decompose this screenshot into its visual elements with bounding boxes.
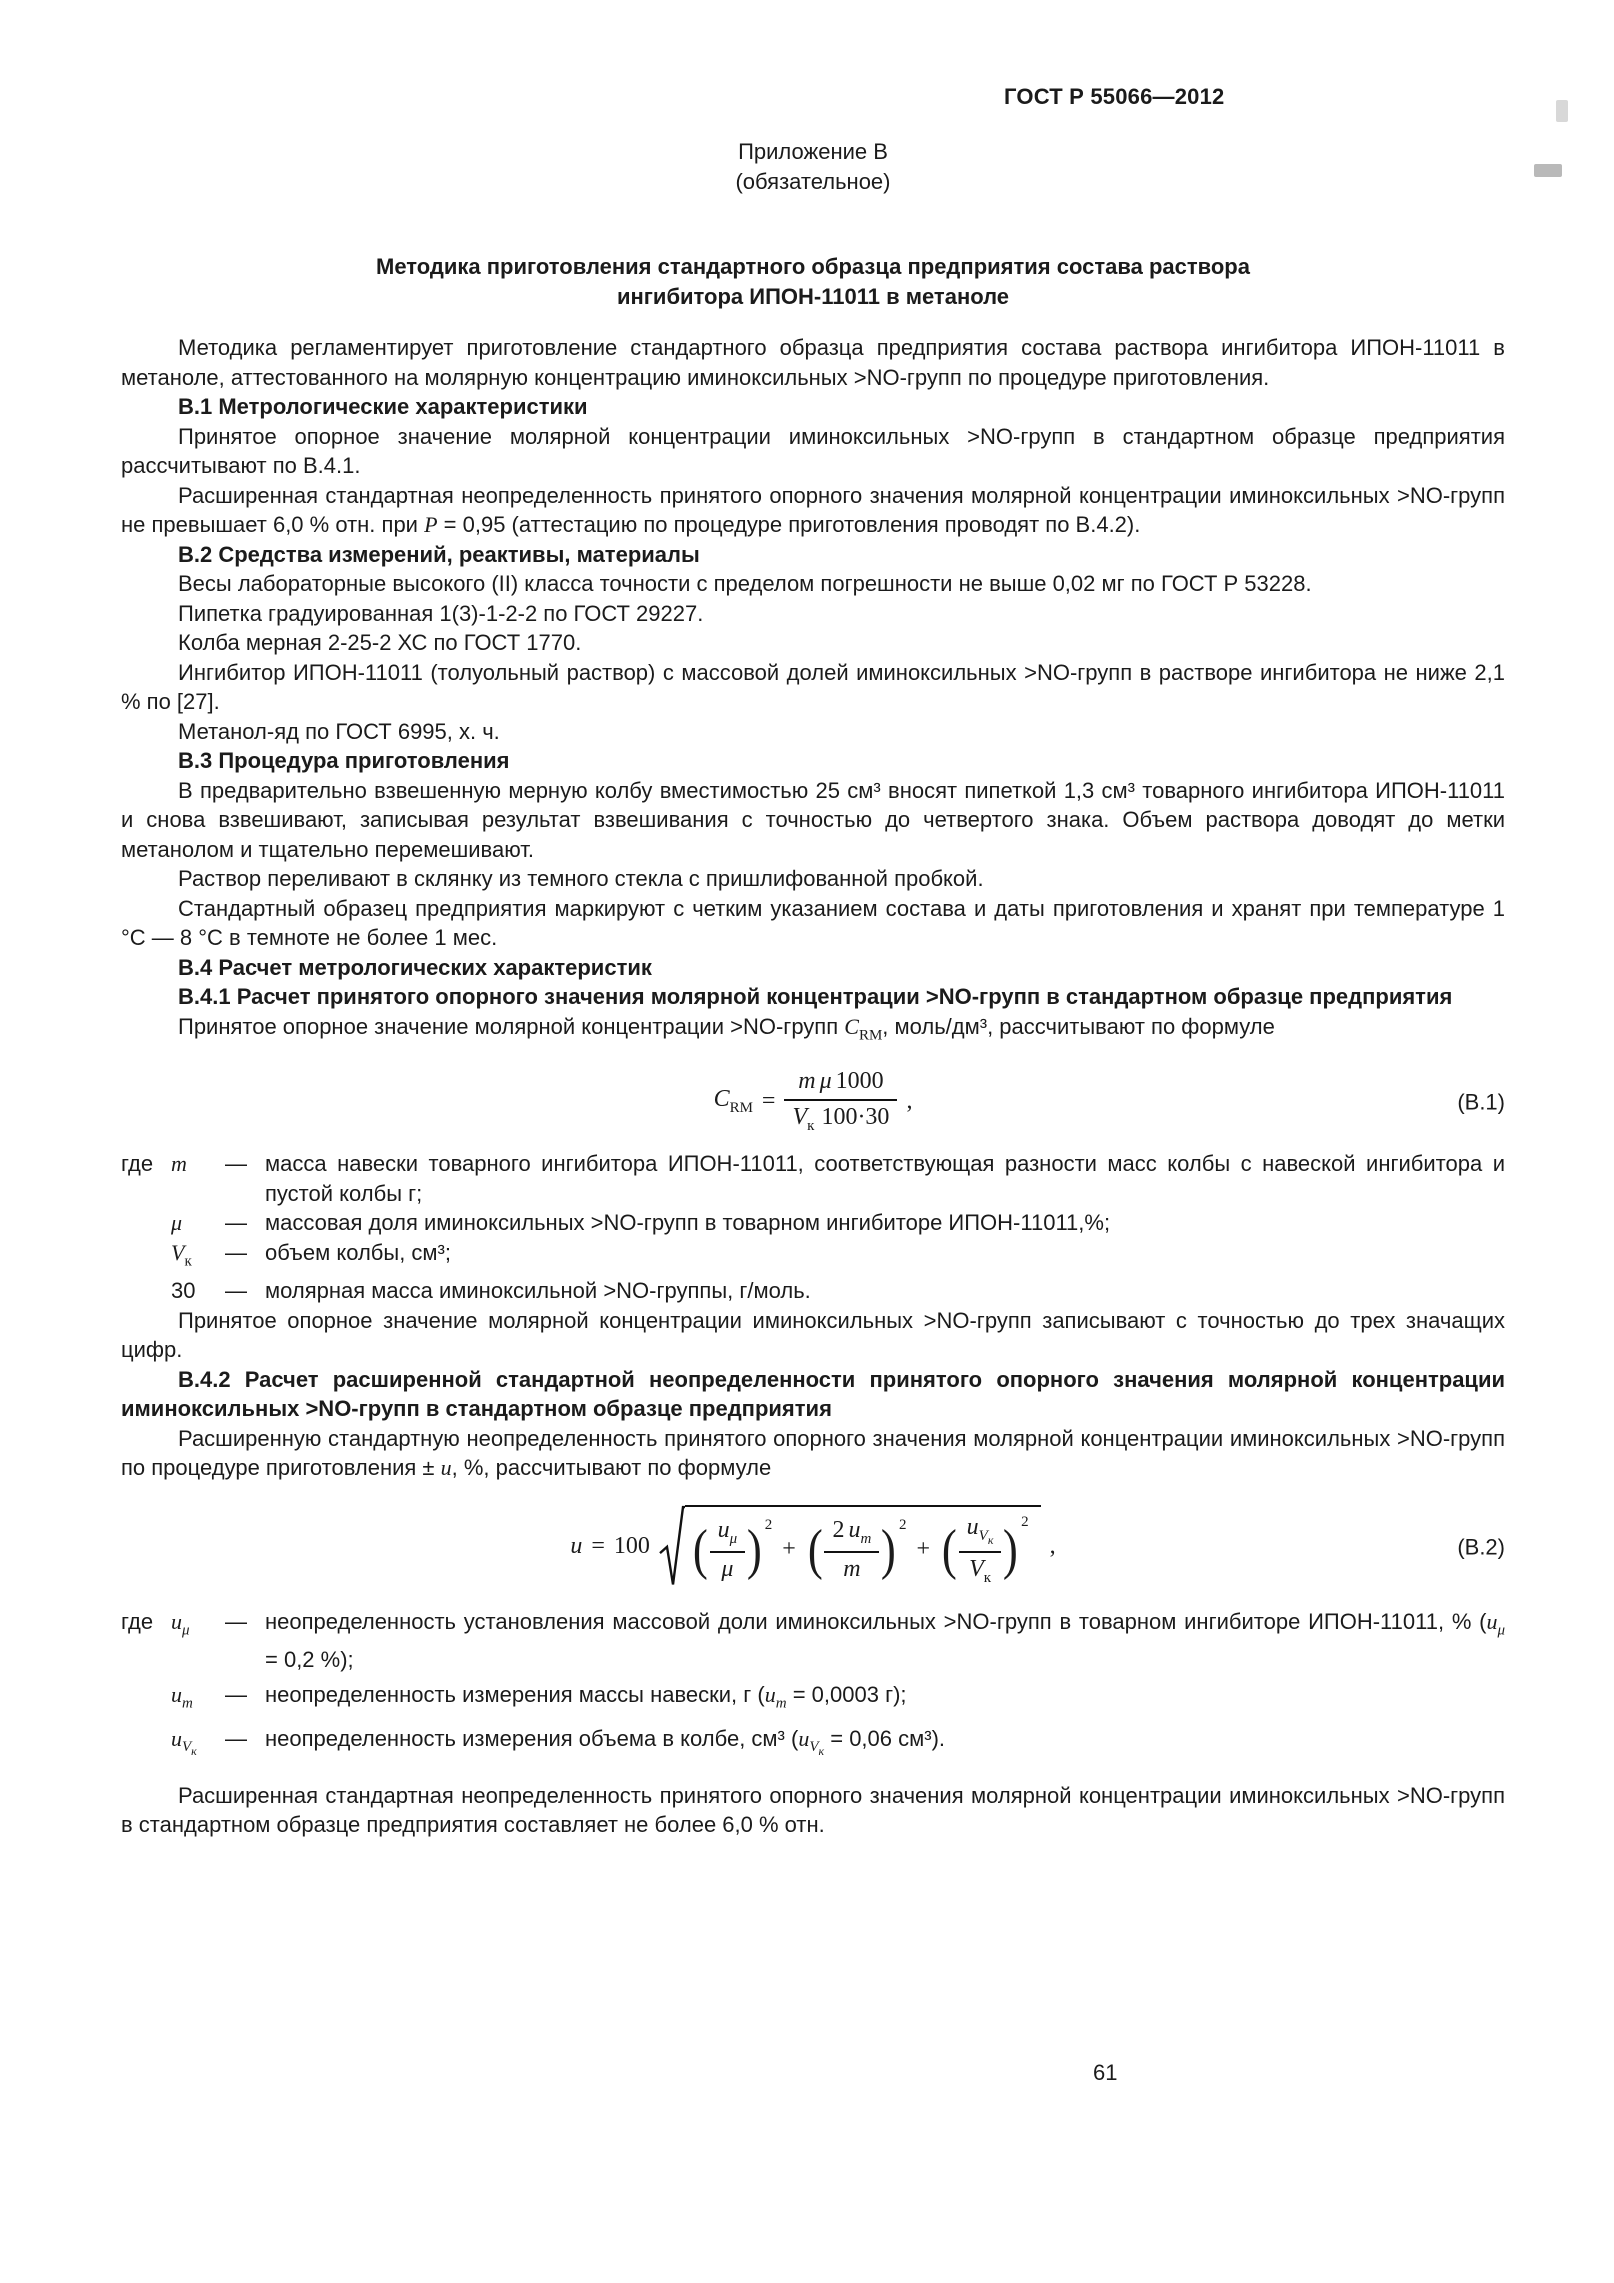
exponent: 2 xyxy=(1021,1513,1029,1530)
variable-u-sub: μ xyxy=(1497,1621,1505,1638)
where-lead-spacer xyxy=(121,1238,171,1277)
formula-b1-label: (В.1) xyxy=(1457,1088,1505,1114)
variable-Crm-sub: RM xyxy=(858,1026,883,1043)
variable-V-sub: к xyxy=(191,1744,197,1759)
variable-P: P xyxy=(424,512,438,537)
fraction xyxy=(824,1517,879,1584)
paragraph-b3-3: Стандартный образец предприятия маркируют с четким указанием состава и даты приготовления и хранят при температуре 1 °С — 8 °С в темноте не более 1 мес. xyxy=(121,895,1505,950)
text-fragment: неопределенность установления массовой доли иминоксильных >NO-групп в товарном ингибиторе ИПОН-11011, % ( xyxy=(265,1608,1487,1634)
where-definition: объем колбы, см³; xyxy=(265,1239,451,1265)
variable-V: V xyxy=(792,1103,808,1130)
variable-V-sub: к xyxy=(983,1569,992,1586)
sqrt-term-3 xyxy=(940,1514,1029,1587)
dash: — xyxy=(225,1151,247,1177)
constant-1000: 1000 xyxy=(835,1068,884,1095)
formula-b2-label: (В.2) xyxy=(1457,1533,1505,1559)
where-term-m: m xyxy=(171,1151,187,1177)
scan-artifact xyxy=(1534,164,1562,177)
variable-u-sub: m xyxy=(182,1695,193,1712)
variable-V: V xyxy=(171,1239,185,1265)
coefficient-100: 100 xyxy=(613,1532,650,1559)
main-title-line2: ингибитора ИПОН-11011 в метаноле xyxy=(616,283,1010,309)
annex-title: Приложение В xyxy=(738,139,888,164)
formula-lhs xyxy=(714,1086,753,1117)
variable-V-sub: к xyxy=(987,1532,994,1547)
where-item xyxy=(121,1680,1505,1719)
variable-Crm: C xyxy=(844,1013,859,1039)
paragraph-b2-2: Пипетка градуированная 1(3)-1-2-2 по ГОСТ 29227. xyxy=(178,600,704,626)
fraction-denominator xyxy=(959,1553,1002,1587)
where-definition: масса навески товарного ингибитора ИПОН-11011, соответствующая разности масс колбы с навеской ингибитора и пустой колбы г; xyxy=(265,1151,1505,1206)
paragraph-b41 xyxy=(121,1012,1505,1051)
where-term-Vk xyxy=(171,1238,225,1277)
variable-u: u xyxy=(717,1516,730,1543)
scan-artifact xyxy=(1556,100,1568,122)
fraction xyxy=(959,1514,1002,1587)
formula-b2 xyxy=(121,1505,1505,1589)
dash: — xyxy=(225,1239,247,1265)
where-item xyxy=(121,1724,1505,1767)
paragraph-closing: Расширенная стандартная неопределенность принятого опорного значения молярной концентрации иминоксильных >NO-групп в стандартном образце предприятия составляет не более 6,0 % отн. xyxy=(121,1782,1505,1838)
coefficient-2: 2 xyxy=(832,1516,845,1543)
sqrt-term-1 xyxy=(691,1517,772,1584)
heading-b41: В.4.1 Расчет принятого опорного значения молярной концентрации >NO-групп в стандартном образце предприятия xyxy=(178,984,1453,1009)
where-lead-spacer xyxy=(121,1208,171,1238)
paragraph-b2-4: Ингибитор ИПОН-11011 (толуольный раствор) с массовой долей иминоксильных >NO-групп в растворе ингибитора не ниже 2,1 % по [27]. xyxy=(121,659,1505,714)
variable-C-sub: RM xyxy=(729,1099,753,1116)
variable-V: V xyxy=(978,1527,988,1544)
paragraph-b2-5: Метанол-яд по ГОСТ 6995, х. ч. xyxy=(178,718,500,744)
variable-u: u xyxy=(171,1681,182,1707)
paragraph-b2-1: Весы лабораторные высокого (II) класса точности с пределом погрешности не выше 0,02 мг по ГОСТ Р 53228. xyxy=(178,571,1312,596)
paren-open: ( xyxy=(941,1518,957,1581)
where-item xyxy=(121,1149,1505,1208)
variable-u-sub: μ xyxy=(729,1530,738,1547)
dash: — xyxy=(225,1278,247,1304)
paragraph-b3-2: Раствор переливают в склянку из темного стекла с пришлифованной пробкой. xyxy=(178,866,984,891)
variable-u: u xyxy=(570,1532,583,1559)
where-definition: молярная масса иминоксильной >NO-группы, г/моль. xyxy=(265,1278,811,1304)
where-lead-spacer xyxy=(121,1724,171,1767)
plus-sign: + xyxy=(916,1536,931,1563)
sqrt-term-2 xyxy=(806,1517,907,1584)
variable-u-sub: m xyxy=(775,1695,787,1712)
heading-b42: В.4.2 Расчет расширенной стандартной неопределенности принятого опорного значения молярной концентрации иминоксильных >NO-групп в стандартном образце предприятия xyxy=(121,1366,1505,1422)
main-title-line1: Методика приготовления стандартного образца предприятия состава раствора xyxy=(376,254,1250,279)
variable-mu: μ xyxy=(721,1555,734,1582)
comma: , xyxy=(906,1087,913,1114)
equals-sign: = xyxy=(591,1532,605,1559)
fraction-numerator xyxy=(824,1517,879,1553)
variable-u: u xyxy=(764,1681,776,1707)
fraction-numerator xyxy=(710,1517,746,1553)
annex-type: (обязательное) xyxy=(735,168,891,194)
variable-m: m xyxy=(798,1068,816,1095)
where-lead: где xyxy=(121,1151,154,1177)
variable-V-sub: к xyxy=(807,1117,815,1134)
radical-sign-icon xyxy=(659,1505,685,1589)
where-item xyxy=(121,1238,1505,1277)
formula-b2-body xyxy=(570,1505,1055,1589)
plus-sign: + xyxy=(782,1536,796,1563)
variable-u: u xyxy=(171,1725,182,1751)
where-item xyxy=(121,1607,1505,1675)
fraction-denominator xyxy=(710,1553,746,1584)
variable-u-sub: μ xyxy=(182,1621,190,1638)
where-term-u-m xyxy=(171,1680,225,1719)
text-fragment: Принятое опорное значение молярной концентрации >NO-групп xyxy=(178,1013,845,1039)
exponent: 2 xyxy=(898,1516,907,1533)
formula-b1 xyxy=(121,1068,1505,1135)
variable-u-sub-Vk xyxy=(978,1527,994,1547)
doc-number: ГОСТ Р 55066—2012 xyxy=(1004,84,1225,109)
variable-u: u xyxy=(848,1516,861,1543)
variable-u: u xyxy=(171,1608,182,1634)
text-fragment: Расширенную стандартную неопределенность принятого опорного значения молярной концентрации иминоксильных >NO-групп по процедуре приготовления ± xyxy=(121,1425,1505,1481)
text-fragment: неопределенность измерения объема в колбе, см³ ( xyxy=(265,1725,799,1751)
heading-b2: В.2 Средства измерений, реактивы, материалы xyxy=(178,541,700,567)
variable-V: V xyxy=(969,1555,984,1582)
variable-u: u xyxy=(966,1513,979,1540)
where-item xyxy=(121,1208,1505,1238)
paren-close: ) xyxy=(881,1518,897,1581)
main-title xyxy=(121,252,1505,311)
paren-open: ( xyxy=(807,1518,823,1581)
paragraph-b1-1: Принятое опорное значение молярной концентрации иминоксильных >NO-групп в стандартном образце предприятия рассчитывают по В.4.1. xyxy=(121,423,1505,478)
dash: — xyxy=(225,1681,247,1707)
where-term-u-mu xyxy=(171,1607,225,1675)
fraction-numerator xyxy=(784,1068,897,1101)
fraction xyxy=(784,1068,897,1135)
paren-close: ) xyxy=(1003,1518,1019,1581)
dash: — xyxy=(225,1210,247,1236)
variable-u: u xyxy=(440,1455,452,1481)
variable-V-sub: к xyxy=(818,1744,825,1759)
variable-V: V xyxy=(809,1739,819,1756)
paragraph-intro: Методика регламентирует приготовление стандартного образца предприятия состава раствора ингибитора ИПОН-11011 в метаноле, аттестованного на молярную концентрацию иминоксильных >NO-групп по процедуре приготовления. xyxy=(121,335,1505,390)
equals-sign: = xyxy=(761,1087,776,1114)
variable-u: u xyxy=(798,1725,810,1751)
paragraph-b42 xyxy=(121,1424,1505,1483)
where-definition: массовая доля иминоксильных >NO-групп в товарном ингибиторе ИПОН-11011,%; xyxy=(265,1210,1111,1236)
exponent: 2 xyxy=(764,1516,773,1533)
page-content xyxy=(121,137,1505,1840)
fraction-denominator xyxy=(824,1553,879,1584)
text-fragment: , моль/дм³, рассчитывают по формуле xyxy=(882,1013,1275,1039)
text-fragment: Расширенная стандартная неопределенность принятого опорного значения молярной концентрации иминоксильных >NO-групп не превышает 6,0 % отн. при xyxy=(121,482,1505,537)
fraction-numerator xyxy=(959,1514,1002,1553)
where-definition xyxy=(265,1607,1505,1675)
text-fragment: = 0,2 %); xyxy=(265,1647,354,1673)
heading-b3: В.3 Процедура приготовления xyxy=(178,748,510,773)
page-number: 61 xyxy=(1093,2060,1118,2085)
paragraph-b3-1: В предварительно взвешенную мерную колбу вместимостью 25 см³ вносят пипеткой 1,3 см³ товарного ингибитора ИПОН-11011 и снова взвешивают, записывая результат взвешивания с точностью до четвертого знака. Объем раствора доводят до метки метанолом и тщательно перемешивают. xyxy=(121,777,1505,862)
variable-V-sub: к xyxy=(184,1252,192,1269)
where-term-mu: μ xyxy=(171,1210,183,1236)
paragraph-b1-2 xyxy=(121,481,1505,540)
fraction-denominator xyxy=(784,1101,897,1135)
variable-u-sub-Vk xyxy=(182,1739,197,1759)
heading-b1: В.1 Метрологические характеристики xyxy=(178,394,588,419)
where-definition xyxy=(265,1724,1505,1767)
text-fragment: = 0,0003 г); xyxy=(786,1681,907,1707)
square-root xyxy=(659,1505,1041,1589)
variable-u: u xyxy=(1486,1608,1498,1634)
paren-close: ) xyxy=(746,1518,762,1581)
where-lead: где xyxy=(121,1608,154,1634)
radicand xyxy=(685,1505,1041,1589)
heading-b4: В.4 Расчет метрологических характеристик xyxy=(178,954,652,980)
text-fragment: , %, рассчитывают по формуле xyxy=(451,1455,772,1481)
where-term-u-Vk xyxy=(171,1724,225,1767)
variable-C: C xyxy=(713,1086,730,1113)
where-lead-spacer xyxy=(121,1680,171,1719)
text-fragment: = 0,95 (аттестацию по процедуре приготовления проводят по В.4.2). xyxy=(437,512,1141,537)
variable-u-sub-Vk xyxy=(809,1739,825,1759)
where-term-30: 30 xyxy=(171,1278,196,1304)
paren-open: ( xyxy=(692,1518,708,1581)
text-fragment: = 0,06 см³). xyxy=(824,1725,946,1751)
variable-m: m xyxy=(843,1555,861,1582)
fraction xyxy=(710,1517,746,1584)
variable-u-sub: m xyxy=(860,1530,872,1547)
where-definition xyxy=(265,1680,1505,1719)
where-lead-spacer xyxy=(121,1276,171,1306)
comma: , xyxy=(1049,1532,1056,1559)
text-fragment: неопределенность измерения массы навески, г ( xyxy=(265,1681,765,1707)
constant-100-30: 100·30 xyxy=(821,1103,890,1130)
paragraph-after-formula1: Принятое опорное значение молярной концентрации иминоксильных >NO-групп записывают с точностью до трех значащих цифр. xyxy=(121,1307,1505,1363)
variable-V: V xyxy=(182,1739,192,1756)
variable-mu: μ xyxy=(819,1068,832,1095)
formula-b1-body xyxy=(714,1068,913,1135)
dash: — xyxy=(225,1725,247,1751)
dash: — xyxy=(225,1608,247,1634)
where-item xyxy=(121,1276,1505,1306)
paragraph-b2-3: Колба мерная 2-25-2 ХС по ГОСТ 1770. xyxy=(178,630,582,655)
